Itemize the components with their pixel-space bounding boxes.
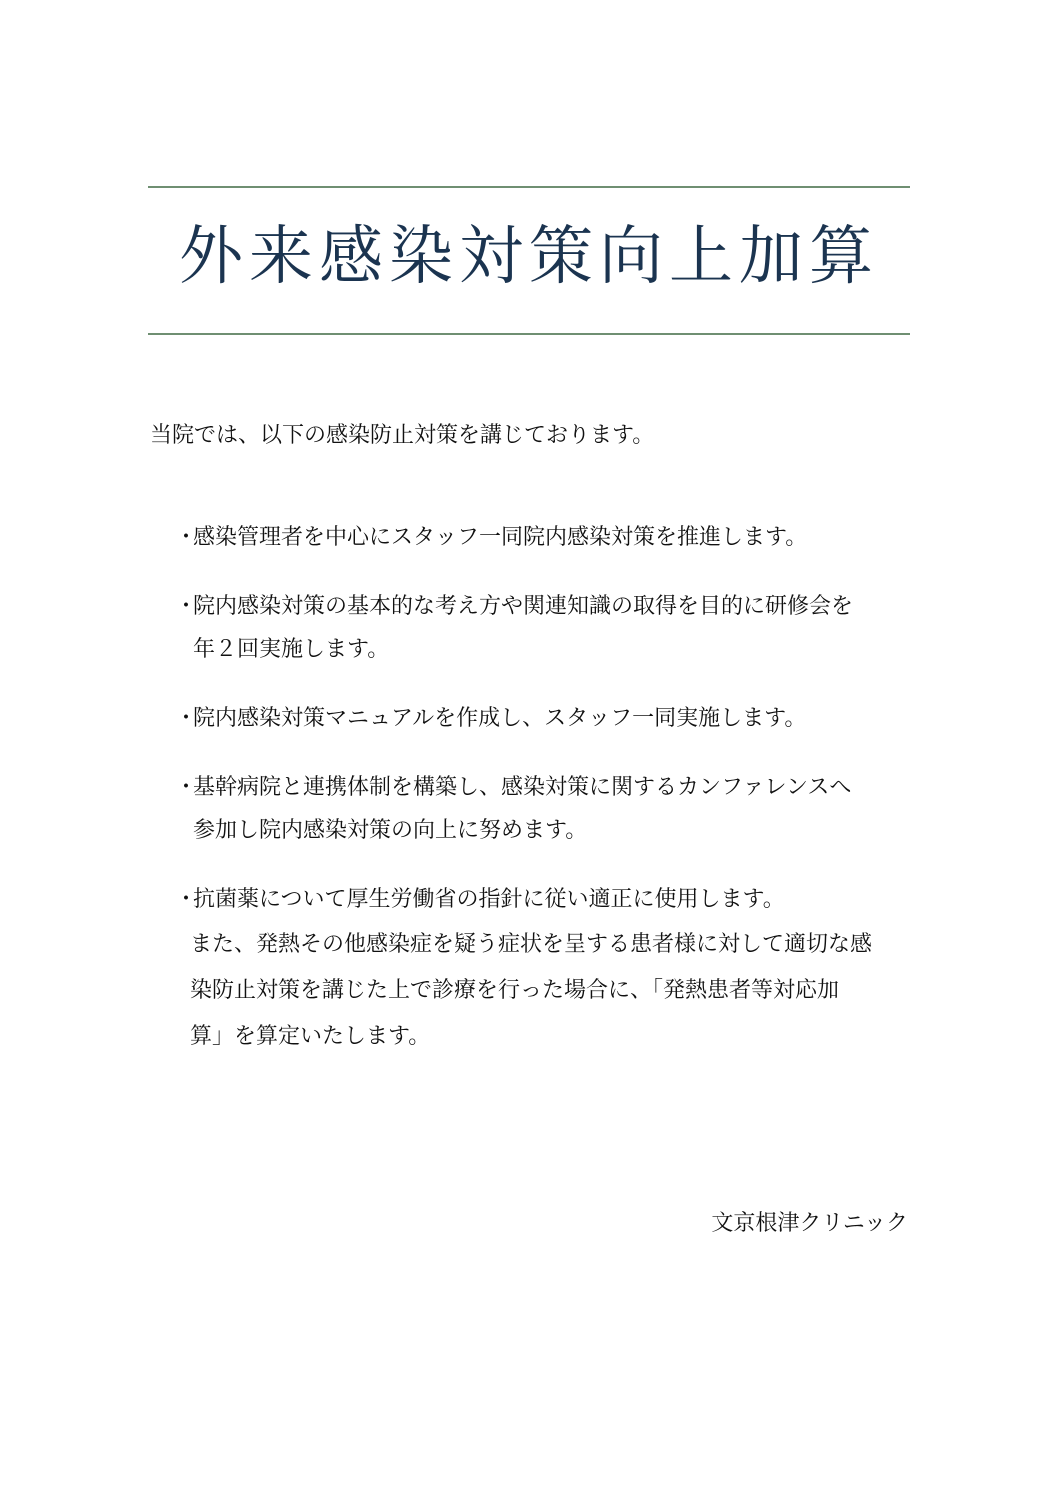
bullet-marker: ・ bbox=[175, 706, 198, 731]
list-item bbox=[175, 516, 915, 559]
bullet-marker: ・ bbox=[175, 594, 198, 619]
measures-list bbox=[175, 516, 915, 947]
title-bottom-rule bbox=[148, 333, 910, 335]
closing-line: 算」を算定いたします。 bbox=[190, 1024, 431, 1049]
closing-line: 染防止対策を講じた上で診療を行った場合に、「発熱患者等対応加 bbox=[190, 978, 840, 1003]
closing-line: また、発熱その他感染症を疑う症状を呈する患者様に対して適切な感 bbox=[190, 932, 873, 957]
list-item bbox=[175, 697, 915, 740]
closing-paragraph bbox=[190, 922, 872, 1060]
list-item bbox=[175, 878, 915, 921]
bullet-marker: ・ bbox=[175, 775, 198, 800]
title-top-rule bbox=[148, 186, 910, 188]
list-item-text: 感染管理者を中心にスタッフ一同院内感染対策を推進します。 bbox=[193, 525, 808, 550]
list-item-text: 院内感染対策の基本的な考え方や関連知識の取得を目的に研修会を bbox=[193, 594, 854, 619]
list-item bbox=[175, 585, 915, 671]
list-item-text: 抗菌薬について厚生労働省の指針に従い適正に使用します。 bbox=[193, 887, 785, 912]
page-title: 外来感染対策向上加算 bbox=[179, 220, 879, 294]
list-item bbox=[175, 766, 915, 852]
list-item-text-continued: 年２回実施します。 bbox=[193, 637, 390, 662]
clinic-name: 文京根津クリニック bbox=[711, 1211, 908, 1236]
list-item-text: 院内感染対策マニュアルを作成し、スタッフ一同実施します。 bbox=[193, 706, 807, 731]
bullet-marker: ・ bbox=[175, 525, 198, 550]
bullet-marker: ・ bbox=[175, 887, 198, 912]
list-item-text: 基幹病院と連携体制を構築し、感染対策に関するカンファレンスへ bbox=[193, 775, 852, 800]
list-item-text-continued: 参加し院内感染対策の向上に努めます。 bbox=[193, 818, 588, 843]
intro-text: 当院では、以下の感染防止対策を講じております。 bbox=[150, 423, 655, 448]
